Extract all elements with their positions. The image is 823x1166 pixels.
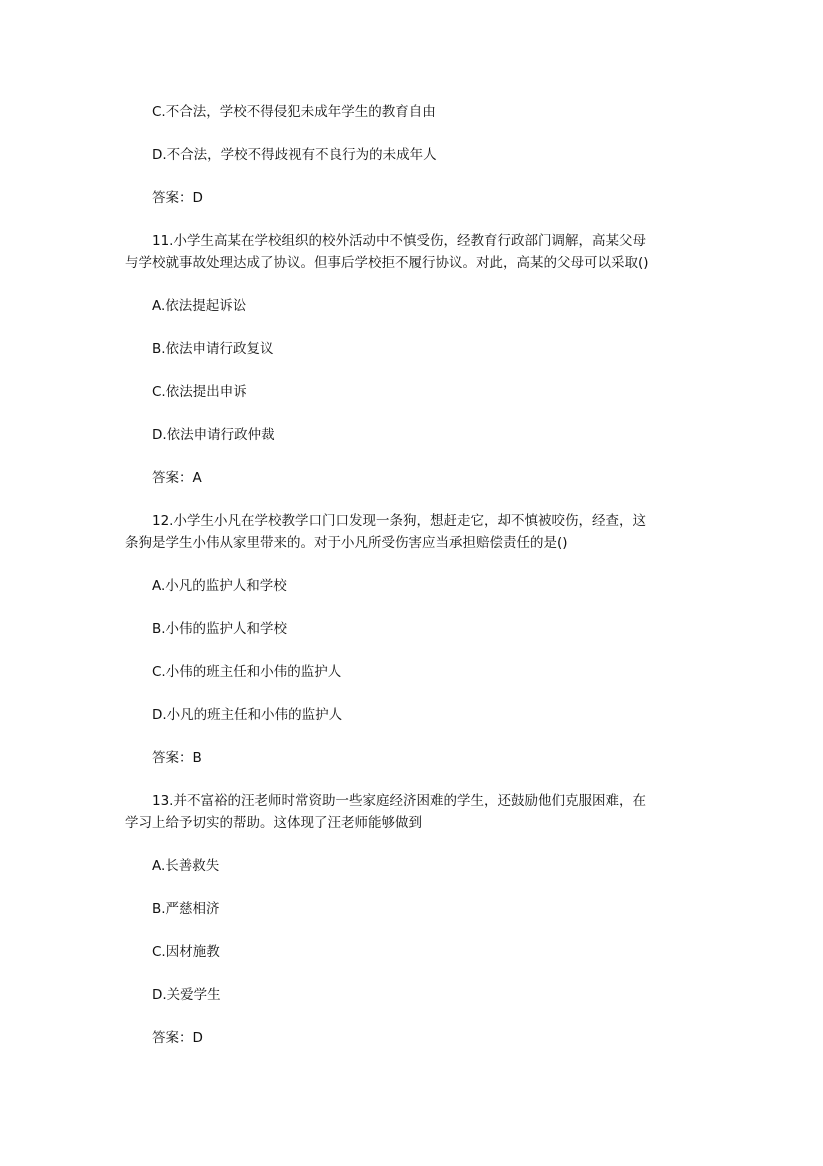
text-line: A.长善救失 (152, 858, 220, 874)
text-line: 条狗是学生小伟从家里带来的。对于小凡所受伤害应当承担赔偿责任的是() (125, 535, 568, 551)
text-line: D.依法申请行政仲裁 (152, 427, 275, 443)
text-line: C.因材施教 (152, 944, 220, 960)
option-text (125, 941, 725, 963)
question-text (125, 230, 725, 274)
option-text (125, 424, 725, 446)
text-line: 答案：D (152, 190, 203, 206)
option-text (125, 704, 725, 726)
document-page (125, 101, 725, 1070)
text-line: 12.小学生小凡在学校教学口门口发现一条狗，想赶走它，却不慎被咬伤，经查，这 (152, 513, 646, 529)
option-text (125, 338, 725, 360)
option-text (125, 295, 725, 317)
question-text (125, 790, 725, 834)
text-line: A.小凡的监护人和学校 (152, 578, 287, 594)
text-line: 答案：D (152, 1030, 203, 1046)
option-text (125, 101, 725, 123)
text-line: A.依法提起诉讼 (152, 298, 247, 314)
text-line: D.小凡的班主任和小伟的监护人 (152, 707, 343, 723)
option-text (125, 575, 725, 597)
answer-text (125, 747, 725, 769)
text-line: 11.小学生高某在学校组织的校外活动中不慎受伤，经教育行政部门调解，高某父母 (152, 233, 646, 249)
text-line: B.小伟的监护人和学校 (152, 621, 288, 637)
option-text (125, 661, 725, 683)
text-line: D.不合法，学校不得歧视有不良行为的未成年人 (152, 147, 437, 163)
option-text (125, 144, 725, 166)
text-line: B.依法申请行政复议 (152, 341, 274, 357)
text-line: C.不合法，学校不得侵犯未成年学生的教育自由 (152, 104, 436, 120)
text-line: 答案：A (152, 470, 202, 486)
text-line: 13.并不富裕的汪老师时常资助一些家庭经济困难的学生，还鼓励他们克服困难，在 (152, 793, 646, 809)
option-text (125, 618, 725, 640)
option-text (125, 381, 725, 403)
option-text (125, 855, 725, 877)
text-line: C.小伟的班主任和小伟的监护人 (152, 664, 342, 680)
option-text (125, 984, 725, 1006)
text-line: D.关爱学生 (152, 987, 221, 1003)
text-line: 与学校就事故处理达成了协议。但事后学校拒不履行协议。对此，高某的父母可以采取() (125, 255, 649, 271)
option-text (125, 898, 725, 920)
text-line: C.依法提出申诉 (152, 384, 247, 400)
text-line: B.严慈相济 (152, 901, 220, 917)
answer-text (125, 467, 725, 489)
text-line: 学习上给予切实的帮助。这体现了汪老师能够做到 (125, 815, 422, 831)
answer-text (125, 187, 725, 209)
answer-text (125, 1027, 725, 1049)
question-text (125, 510, 725, 554)
text-line: 答案：B (152, 750, 202, 766)
